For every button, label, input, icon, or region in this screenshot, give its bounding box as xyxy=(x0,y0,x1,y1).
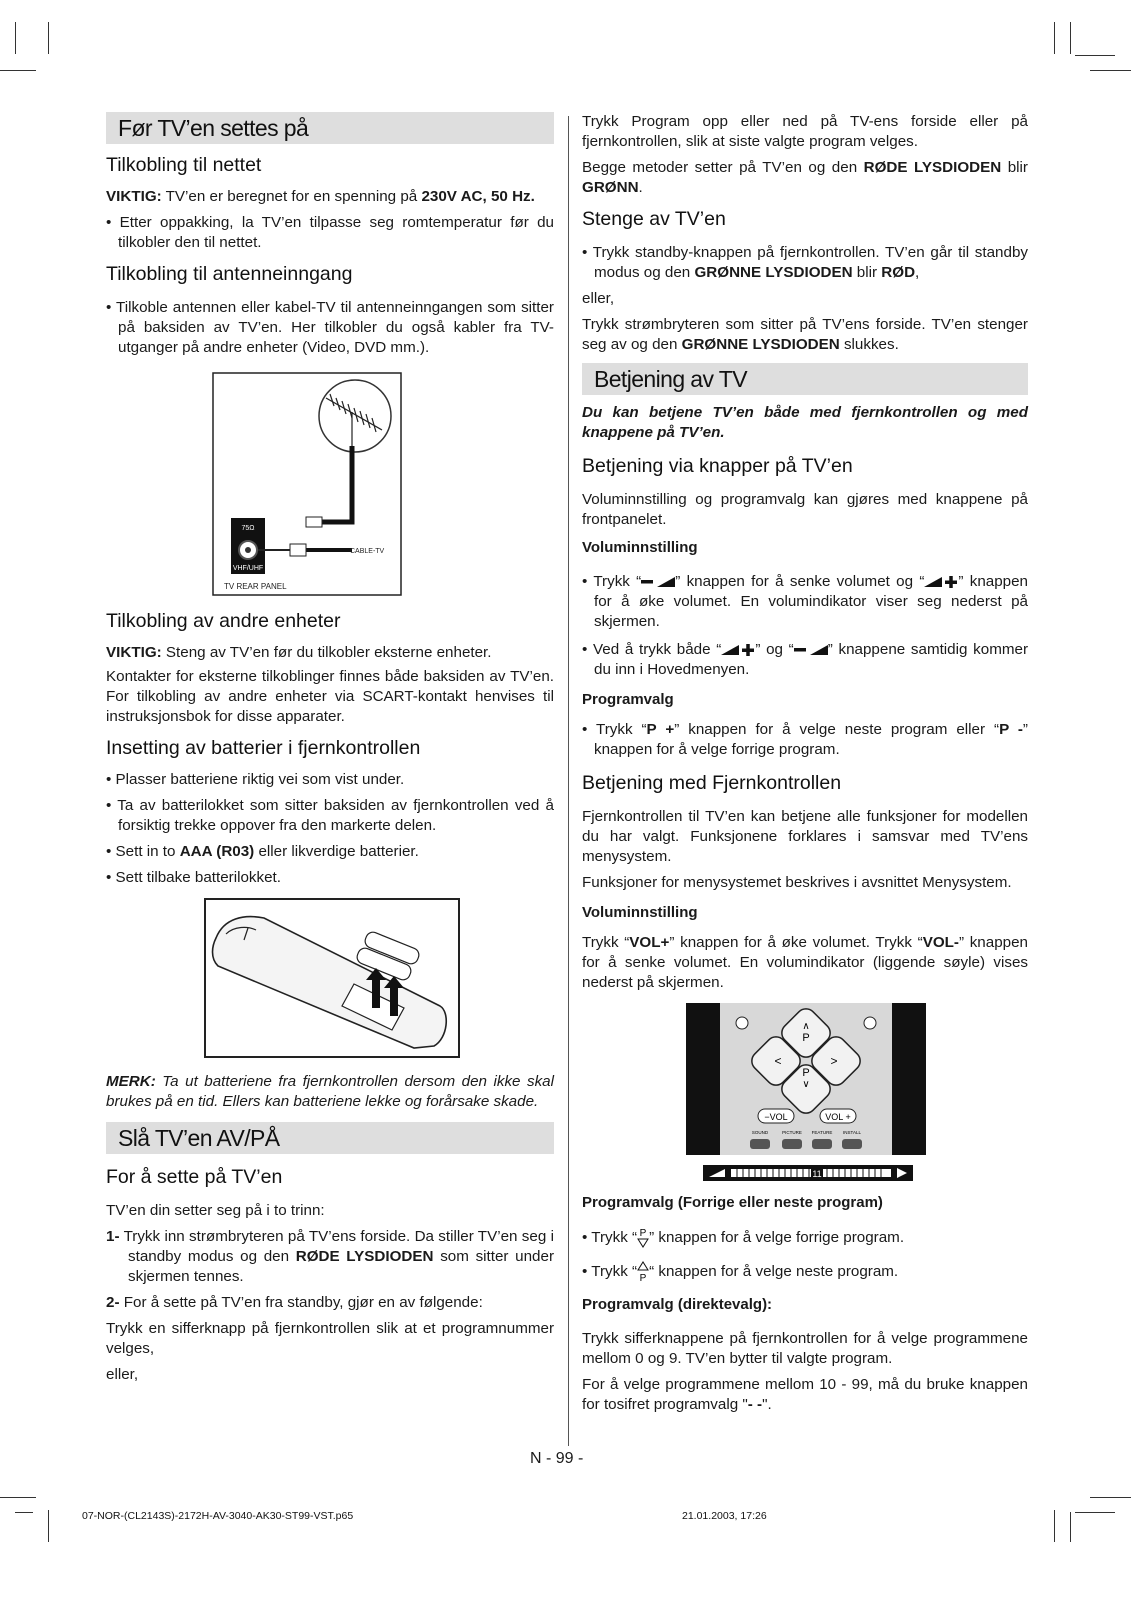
bullet: • Trykk standby-knappen på fjernkontrollen. TV’en går til standby modus og den GRØNNE LYSDIODEN blir RØD, xyxy=(582,244,1028,281)
section-title: Før TV’en settes på xyxy=(106,112,554,144)
paragraph: Begge metoder setter på TV’en og den RØDE LYSDIODEN blir GRØNN. xyxy=(582,159,1028,196)
bullet: • Sett tilbake batterilokket. xyxy=(106,869,281,886)
crop-mark xyxy=(1075,55,1115,56)
heading: Insetting av batterier i fjernkontrollen xyxy=(106,737,421,759)
numbered-item: 2- For å sette på TV’en fra standby, gjør en av følgende: xyxy=(106,1294,483,1311)
svg-text:>: > xyxy=(830,1054,838,1068)
p-up-icon xyxy=(637,1261,649,1283)
paragraph: eller, xyxy=(582,290,615,307)
heading: Betjening med Fjernkontrollen xyxy=(582,772,842,794)
paragraph: Trykk en sifferknapp på fjernkontrollen slik at et programnummer velges, xyxy=(106,1320,554,1357)
bullet: • Trykk “ ” knappen for å senke volumet og “ ” knappen for å øke volumet. En volumindikator viser seg nederst på skjermen. xyxy=(582,573,1029,630)
vol-up-icon xyxy=(924,575,958,589)
subheading: Voluminnstilling xyxy=(582,904,698,921)
crop-mark xyxy=(1054,1510,1055,1542)
paragraph: For å velge programmene mellom 10 - 99, må du bruke knappen for tosifret programvalg "- -". xyxy=(582,1376,1028,1413)
heading: For å sette på TV’en xyxy=(106,1166,283,1188)
intro-paragraph: Du kan betjene TV’en både med fjernkontrollen og med knappene på TV’en. xyxy=(582,404,1028,441)
svg-text:∧: ∧ xyxy=(802,1021,810,1032)
footer-filename: 07-NOR-(CL2143S)-2172H-AV-3040-AK30-ST99-VST.p65 xyxy=(82,1510,354,1522)
crop-mark xyxy=(48,22,49,54)
column-divider xyxy=(568,116,569,1446)
heading: Tilkobling av andre enheter xyxy=(106,610,341,632)
crop-mark xyxy=(1070,1512,1071,1542)
footer-timestamp: 21.01.2003, 17:26 xyxy=(682,1510,767,1522)
paragraph: VIKTIG: TV’en er beregnet for en spenning på 230V AC, 50 Hz. xyxy=(106,188,535,205)
crop-mark xyxy=(1070,22,1071,54)
bullet: • Plasser batteriene riktig vei som vist under. xyxy=(106,771,405,788)
paragraph: eller, xyxy=(106,1366,139,1383)
right-column xyxy=(582,112,1028,1415)
cable-label: CABLE-TV xyxy=(350,548,385,555)
sound-label: SOUND xyxy=(751,1130,769,1135)
paragraph: Funksjoner for menysystemet beskrives i avsnittet Menysystem. xyxy=(582,874,1012,891)
paragraph: Trykk strømbryteren som sitter på TV’ens forside. TV’en stenger seg av og den GRØNNE LYSDIODEN slukkes. xyxy=(582,316,1028,353)
heading: Tilkobling til nettet xyxy=(106,154,262,176)
svg-text:P: P xyxy=(639,1228,647,1239)
bullet: • Trykk “P +” knappen for å velge neste program eller “P -” knappen for å velge forrige program. xyxy=(582,721,1028,758)
feature-label: FEATURE xyxy=(811,1130,833,1135)
antenna-connection-figure xyxy=(212,372,402,596)
left-column xyxy=(106,112,554,1385)
p-down-icon xyxy=(637,1227,649,1249)
crop-mark xyxy=(15,22,16,54)
volume-level-label: 11 xyxy=(812,1169,822,1179)
svg-text:P: P xyxy=(639,1273,647,1283)
crop-mark xyxy=(15,1512,33,1513)
bullet: • Sett in to AAA (R03) eller likverdige batterier. xyxy=(106,843,419,860)
section-title: Slå TV’en AV/PÅ xyxy=(106,1122,554,1154)
install-label: INSTALL xyxy=(843,1130,861,1135)
p-up-label: P xyxy=(802,1032,810,1044)
paragraph: Trykk sifferknappene på fjernkontrollen for å velge programmene mellom 0 og 9. TV’en bytter til valgte program. xyxy=(582,1330,1028,1367)
rear-panel-label: TV REAR PANEL xyxy=(224,582,287,591)
picture-label: PICTURE xyxy=(782,1130,802,1135)
vol-minus-label: −VOL xyxy=(764,1112,788,1122)
heading: Tilkobling til antenneinngang xyxy=(106,263,353,285)
vol-down-icon xyxy=(641,576,675,588)
battery-figure xyxy=(204,898,460,1058)
paragraph: Voluminnstilling og programvalg kan gjøres med knappene på frontpanelet. xyxy=(582,491,1028,528)
bullet: • Tilkoble antennen eller kabel-TV til antenneinngangen som sitter på baksiden av TV’en. Her tilkobler du også kabler fra TV-utganger på andre enheter (Video, DVD mm.). xyxy=(106,299,554,356)
subheading: Programvalg xyxy=(582,691,674,708)
svg-text:<: < xyxy=(774,1054,782,1068)
heading: Betjening via knapper på TV’en xyxy=(582,455,853,477)
paragraph: Fjernkontrollen til TV’en kan betjene alle funksjoner for modellen du har valgt. Funksjonene forklares i samsvar med TV’ens menysystem. xyxy=(582,808,1028,865)
subheading: Voluminnstilling xyxy=(582,539,698,556)
bullet: • Ved å trykk både “ ” og “ ” knappene samtidig kommer du inn i Hovedmenyen. xyxy=(582,641,1028,678)
crop-mark xyxy=(1090,1497,1131,1498)
crop-mark xyxy=(1090,70,1131,71)
volume-indicator-bar xyxy=(703,1165,913,1181)
section-title: Betjening av TV xyxy=(582,363,1028,395)
remote-battery-illustration xyxy=(204,898,460,1058)
p-down-label: P xyxy=(802,1067,810,1079)
subheading: Programvalg (Forrige eller neste program) xyxy=(582,1194,883,1211)
crop-mark xyxy=(1054,22,1055,54)
bullet: • Ta av batterilokket som sitter baksiden av fjernkontrollen ved å forsiktig trekke oppover fra den markerte delen. xyxy=(106,797,554,834)
paragraph: Kontakter for eksterne tilkoblinger finnes både baksiden av TV’en. For tilkobling av andre enheter via SCART-kontakt henvises til instruksjonsbok for disse apparater. xyxy=(106,668,554,725)
crop-mark xyxy=(1075,1512,1115,1513)
volume-bar-illustration xyxy=(703,1165,913,1181)
paragraph: VIKTIG: Steng av TV’en før du tilkobler eksterne enheter. xyxy=(106,644,492,661)
heading: Stenge av TV’en xyxy=(582,208,726,230)
subheading: Programvalg (direktevalg): xyxy=(582,1296,773,1313)
bullet: • Trykk “ P ” knappen for å velge forrige program. xyxy=(582,1227,1028,1249)
vhf-label: VHF/UHF xyxy=(232,565,264,572)
paragraph: Trykk “VOL+” knappen for å øke volumet. Trykk “VOL-” knappen for å senke volumet. En volumindikator (liggende søyle) vises nederst på skjermen. xyxy=(582,934,1028,991)
svg-text:∨: ∨ xyxy=(802,1079,810,1090)
note: MERK: Ta ut batteriene fra fjernkontrollen dersom den ikke skal brukes på en tid. Ellers kan batteriene lekke og forårsake skade. xyxy=(106,1073,554,1110)
crop-mark xyxy=(48,1510,49,1542)
paragraph: TV’en din setter seg på i to trinn: xyxy=(106,1202,325,1219)
crop-mark xyxy=(0,1497,36,1498)
paragraph: Trykk Program opp eller ned på TV-ens forside eller på fjernkontrollen, slik at siste valgte program velges. xyxy=(582,113,1028,150)
bullet: • Trykk “ P “ knappen for å velge neste program. xyxy=(582,1261,1028,1283)
remote-control-figure xyxy=(686,1003,926,1155)
vol-plus-label: VOL + xyxy=(825,1112,851,1122)
page-number: N - 99 - xyxy=(530,1450,584,1467)
ohm-label: 75Ω xyxy=(241,525,255,532)
crop-mark xyxy=(0,70,36,71)
bullet: • Etter oppakking, la TV’en tilpasse seg romtemperatur før du tilkobler den til nettet. xyxy=(106,214,554,251)
numbered-item: 1- Trykk inn strømbryteren på TV’ens forside. Da stiller TV’en seg i standby modus og den RØDE LYSDIODEN som sitter under skjermen tennes. xyxy=(106,1228,555,1285)
antenna-illustration xyxy=(212,372,402,596)
vol-up-icon xyxy=(721,643,755,657)
remote-control-illustration xyxy=(686,1003,926,1155)
vol-down-icon xyxy=(794,644,828,656)
